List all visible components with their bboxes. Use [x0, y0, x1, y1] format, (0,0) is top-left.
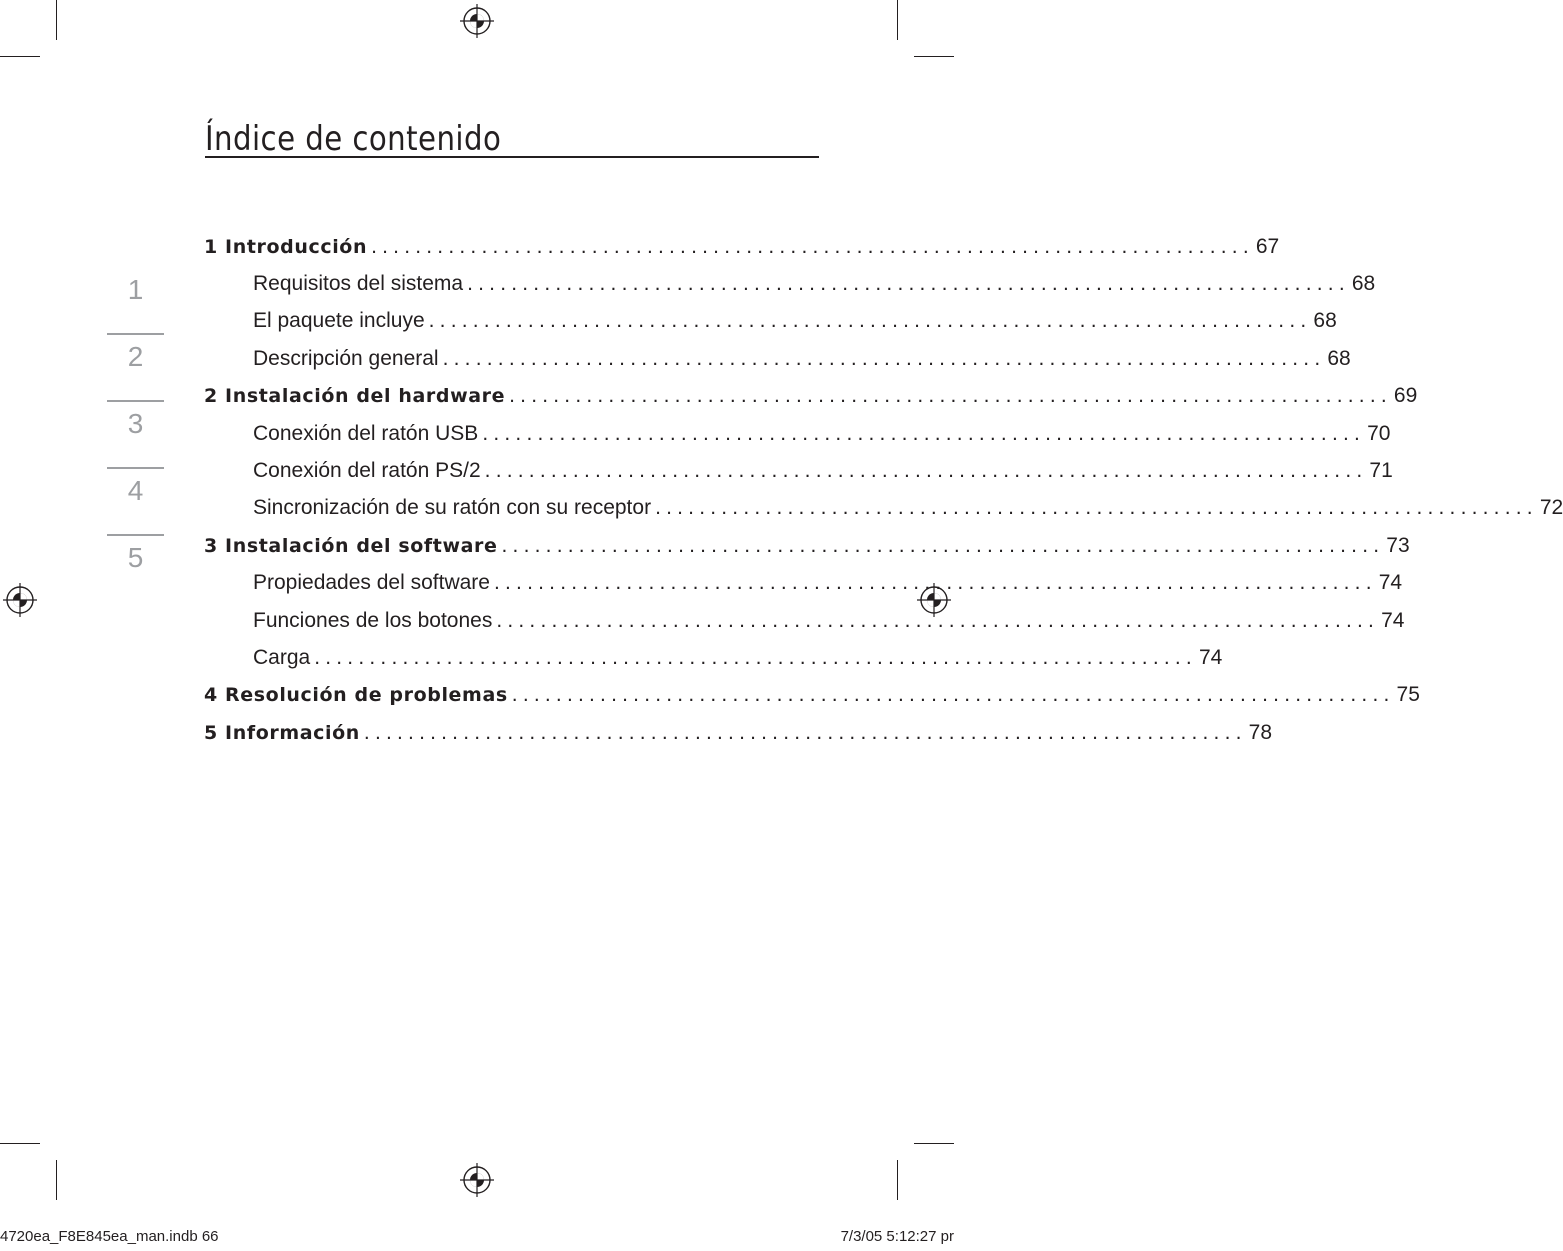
- toc-entry[interactable]: [204, 602, 1405, 639]
- toc-entry-page: 68: [1351, 272, 1376, 296]
- toc-entry-label: Conexión del ratón PS/2: [253, 459, 485, 483]
- toc-entry-label: Requisitos del sistema: [253, 272, 467, 296]
- dot-leader: ................................................................................: [428, 309, 1312, 333]
- chapter-number: 5: [127, 542, 144, 573]
- dot-leader: ................................................................................: [655, 496, 1538, 520]
- dot-leader: ................................................................................: [484, 459, 1368, 483]
- toc-entry-page: 69: [1393, 384, 1418, 408]
- toc-entry[interactable]: [204, 378, 1418, 415]
- toc-entry-page: 74: [1381, 608, 1405, 632]
- crop-mark: [0, 56, 40, 57]
- toc-entry[interactable]: [204, 639, 1223, 676]
- chapter-side-nav: [107, 268, 164, 601]
- dot-leader: ................................................................................: [314, 645, 1197, 669]
- toc-entry[interactable]: [204, 527, 1410, 564]
- toc-entry[interactable]: [204, 714, 1273, 751]
- crop-mark: [914, 1143, 954, 1144]
- toc-entry[interactable]: [204, 677, 1420, 714]
- dot-leader: ................................................................................: [493, 571, 1377, 595]
- toc-entry-page: 74: [1198, 645, 1223, 669]
- toc-entry[interactable]: [204, 415, 1391, 452]
- chapter-number: 3: [127, 408, 144, 439]
- print-slug-left: 4720ea_F8E845ea_man.indb 66: [0, 1228, 219, 1245]
- dot-leader: ................................................................................: [482, 421, 1366, 445]
- dot-leader: ................................................................................: [363, 720, 1247, 744]
- toc-entry[interactable]: [204, 452, 1393, 489]
- toc-entry-label: Descripción general: [253, 347, 443, 371]
- dot-leader: ................................................................................: [371, 234, 1254, 258]
- toc-entry-label: El paquete incluye: [253, 309, 429, 333]
- toc-entry-page: 71: [1369, 459, 1393, 483]
- toc-entry[interactable]: [204, 265, 1376, 302]
- crop-mark: [914, 56, 954, 57]
- toc-entry-page: 70: [1367, 421, 1391, 445]
- toc-entry[interactable]: [204, 303, 1337, 340]
- toc-entry-label: 3 Instalación del software: [204, 535, 502, 557]
- dot-leader: ................................................................................: [496, 608, 1380, 632]
- page-title-block: [205, 112, 819, 158]
- toc-entry-page: 68: [1313, 309, 1337, 333]
- dot-leader: ................................................................................: [501, 533, 1385, 557]
- chapter-number: 2: [127, 341, 144, 372]
- toc-entry-label: 5 Información: [204, 722, 364, 744]
- toc-entry-page: 67: [1255, 234, 1280, 258]
- crop-mark: [56, 1160, 57, 1200]
- toc-entry-label: Conexión del ratón USB: [253, 422, 482, 446]
- print-slug-right: 7/3/05 5:12:27 pr: [840, 1228, 954, 1245]
- registration-mark-icon: [460, 1163, 494, 1197]
- crop-mark: [56, 0, 57, 40]
- toc-entry-label: 1 Introducción: [204, 236, 371, 258]
- toc-entry[interactable]: [204, 565, 1403, 602]
- toc-entry-label: Sincronización de su ratón con su receptor: [253, 496, 655, 520]
- toc-entry[interactable]: [204, 340, 1351, 377]
- toc-entry-label: Funciones de los botones: [253, 609, 496, 633]
- toc-entry-page: 74: [1378, 571, 1403, 595]
- toc-entry-page: 75: [1396, 683, 1420, 707]
- crop-mark: [897, 1160, 898, 1200]
- toc-entry-page: 78: [1248, 720, 1273, 744]
- table-of-contents: [204, 228, 1563, 751]
- toc-entry[interactable]: [204, 228, 1280, 265]
- toc-entry-label: 2 Instalación del hardware: [204, 385, 509, 407]
- dot-leader: ................................................................................: [442, 346, 1326, 370]
- toc-entry-page: 73: [1386, 533, 1410, 557]
- chapter-number: 1: [127, 274, 144, 305]
- page-title: Índice de contenido: [205, 119, 502, 159]
- toc-entry[interactable]: [204, 490, 1563, 527]
- registration-mark-icon: [460, 4, 494, 38]
- dot-leader: ................................................................................: [511, 683, 1395, 707]
- toc-entry-label: 4 Resolución de problemas: [204, 684, 512, 706]
- chapter-number: 4: [127, 475, 144, 506]
- dot-leader: ................................................................................: [467, 272, 1350, 296]
- toc-entry-label: Propiedades del software: [253, 571, 494, 595]
- crop-mark: [897, 0, 898, 40]
- crop-mark: [0, 1143, 40, 1144]
- toc-entry-label: Carga: [253, 646, 314, 670]
- toc-entry-page: 72: [1539, 496, 1563, 520]
- registration-mark-icon: [3, 583, 37, 617]
- toc-entry-page: 68: [1327, 346, 1351, 370]
- dot-leader: ................................................................................: [509, 384, 1392, 408]
